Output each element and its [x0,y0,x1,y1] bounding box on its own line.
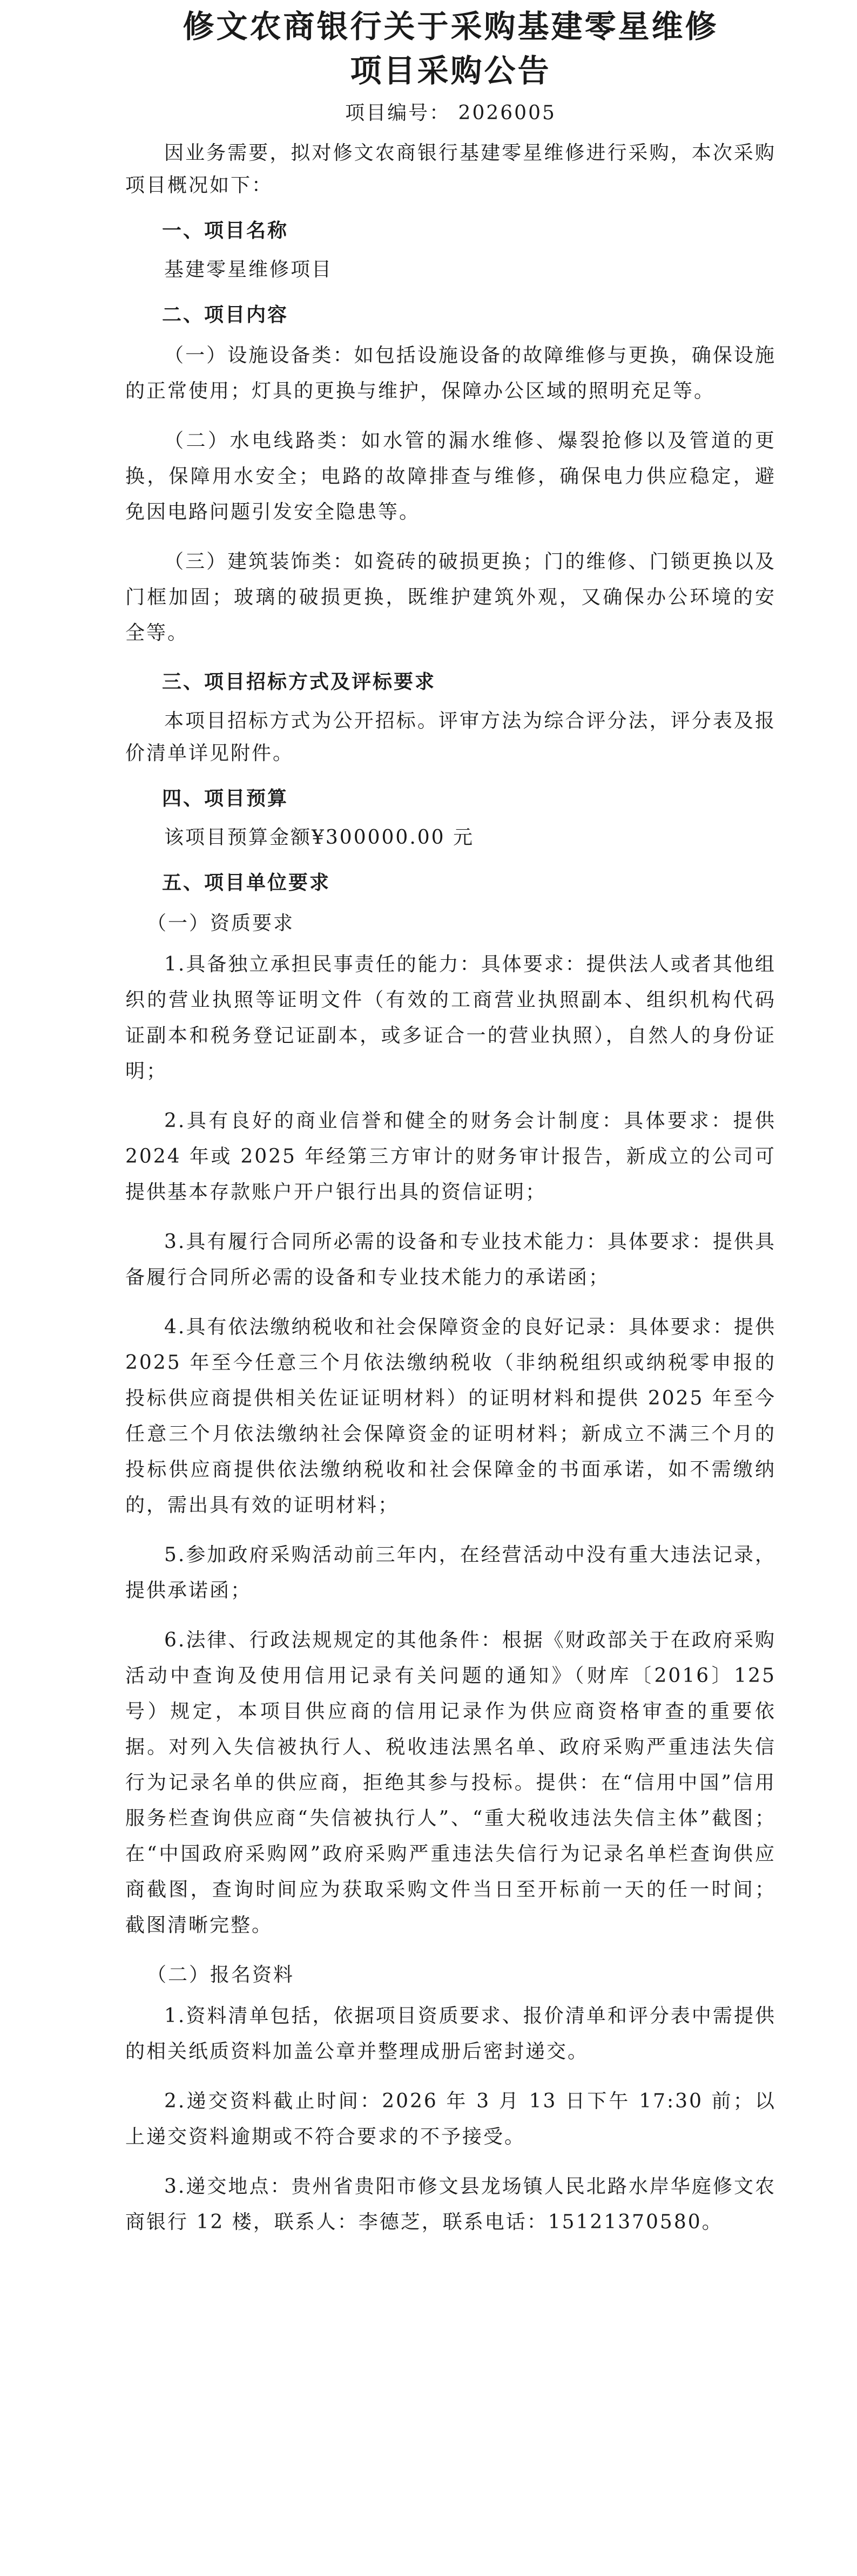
content-item-plumbing-electrical [125,423,776,530]
qualification-item-2: 2.具有良好的商业信誉和健全的财务会计制度：具体要求：提供 2024 年或 2025 年经第三方审计的财务审计报告，新成立的公司可提供基本存款账户开户银行出具的资信证明； [125,1110,776,1203]
qualification-item-1: 1.具备独立承担民事责任的能力：具体要求：提供法人或者其他组织的营业执照等证明文件（有效的工商营业执照副本、组织机构代码证副本和税务登记证副本，或多证合一的营业执照），自然人的身份证明； [125,953,776,1082]
intro-paragraph: 因业务需要，拟对修文农商银行基建零星维修进行采购，本次采购项目概况如下： [125,142,776,196]
project-number: 项目编号： 2026005 [345,102,556,124]
budget-text: 该项目预算金额¥300000.00 元 [164,826,475,849]
tender-method-text: 本项目招标方式为公开招标。评审方法为综合评分法，评分表及报价清单详见附件。 [125,710,776,764]
qualification-item-3: 3.具有履行合同所必需的设备和专业技术能力：具体要求：提供具备履行合同所必需的设备和专业技术能力的承诺函； [125,1231,776,1289]
section-heading-project-content: 二、项目内容 [162,304,289,326]
title-line-1: 修文农商银行关于采购基建零星维修 [183,8,719,45]
registration-item-2: 2.递交资料截止时间：2026 年 3 月 13 日下午 17:30 前；以上递交资料逾期或不符合要求的不予接受。 [125,2090,776,2148]
content-item-lead: （二）水电线路类： [164,430,361,452]
content-item-lead: （三）建筑装饰类： [164,551,354,573]
content-item-text: 如水管的漏水维修、爆裂抢修以及管道的更换，保障用水安全；电路的故障排查与维修，确保电力供应稳定，避免因电路问题引发安全隐患等。 [125,430,776,523]
section-heading-unit-requirements: 五、项目单位要求 [162,872,331,894]
qualification-item-5: 5.参加政府采购活动前三年内，在经营活动中没有重大违法记录，提供承诺函； [125,1544,776,1602]
subheading-qualification: （一）资质要求 [147,912,295,934]
qualification-item-6: 6.法律、行政法规规定的其他条件：根据《财政部关于在政府采购活动中查询及使用信用记录有关问题的通知》（财库〔2016〕125 号）规定，本项目供应商的信用记录作为供应商资格审查的重要依据。对列入失信被执行人、税收违法黑名单、政府采购严重违法失信行为记录名单的供应商，拒绝其参与投标。提供：在“信用中国”信用服务栏查询供应商“失信被执行人”、“重大税收违法失信主体”截图；在“中国政府采购网”政府采购严重违法失信行为记录名单栏查询供应商截图，查询时间应为获取采购文件当日至开标前一天的任一时间；截图清晰完整。 [125,1629,776,1936]
content-item-text: 如瓷砖的破损更换；门的维修、门锁更换以及门框加固；玻璃的破损更换，既维护建筑外观，又确保办公环境的安全等。 [125,551,776,644]
content-item-lead: （一）设施设备类： [164,344,354,367]
registration-item-3: 3.递交地点：贵州省贵阳市修文县龙场镇人民北路水岸华庭修文农商银行 12 楼，联系人：李德芝，联系电话：15121370580。 [125,2175,776,2233]
title-line-2: 项目采购公告 [350,52,551,89]
document-title [125,4,776,93]
section-heading-budget: 四、项目预算 [162,788,289,810]
qualification-item-4: 4.具有依法缴纳税收和社会保障资金的良好记录：具体要求：提供 2025 年至今任意三个月依法缴纳税收（非纳税组织或纳税零申报的投标供应商提供相关佐证证明材料）的证明材料和提供 2025 年至今任意三个月依法缴纳社会保障资金的证明材料；新成立不满三个月的投标供应商提供依法缴纳税收和社会保障金的书面承诺，如不需缴纳的，需出具有效的证明材料； [125,1316,776,1516]
section-heading-project-name: 一、项目名称 [162,220,289,242]
project-name-text: 基建零星维修项目 [164,259,333,281]
content-item-facilities [125,338,776,409]
registration-item-1: 1.资料清单包括，依据项目资质要求、报价清单和评分表中需提供的相关纸质资料加盖公章并整理成册后密封递交。 [125,2005,776,2063]
content-item-text: 如包括设施设备的故障维修与更换，确保设施的正常使用；灯具的更换与维护，保障办公区域的照明充足等。 [125,344,776,402]
section-heading-tender-method: 三、项目招标方式及评标要求 [162,671,436,693]
content-item-decoration [125,544,776,651]
subheading-registration: （二）报名资料 [147,1964,295,1986]
